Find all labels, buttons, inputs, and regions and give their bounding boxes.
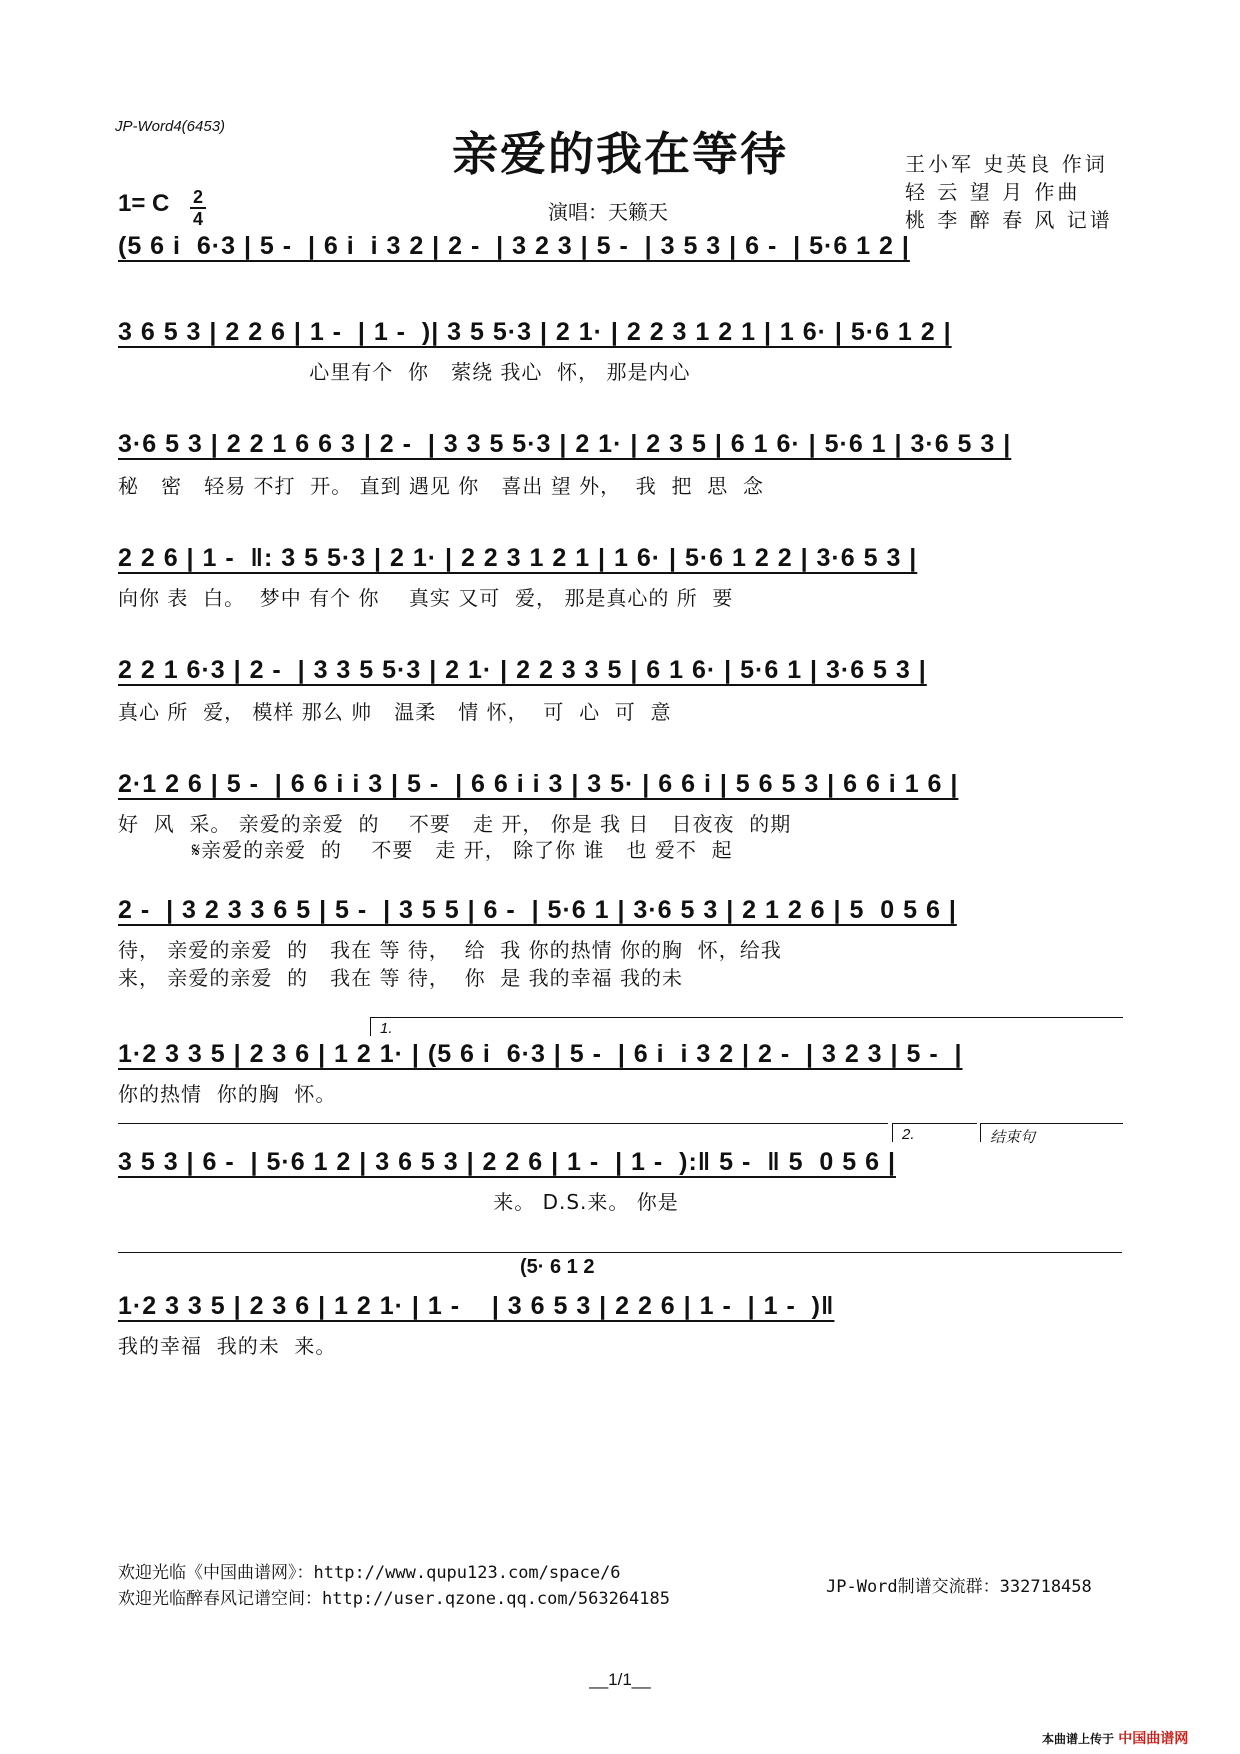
lyric-row-3: 秘 密 轻易 不打 开。 直到 遇见 你 喜出 望 外， 我 把 思 念 bbox=[118, 474, 764, 498]
lyric-row-7a: 待， 亲爱的亲爱 的 我在 等 待， 给 我 你的热情 你的胸 怀，给我 bbox=[118, 938, 782, 962]
lyric-row-8: 你的热情 你的胸 怀。 bbox=[118, 1082, 337, 1106]
footer-group: JP-Word制谱交流群：332718458 bbox=[826, 1577, 1092, 1597]
lyric-row-4: 向你 表 白。 梦中 有个 你 真实 又可 爱， 那是真心的 所 要 bbox=[118, 586, 734, 610]
time-numerator: 2 bbox=[192, 187, 203, 207]
lyric-row-6b: 𝄋亲爱的亲爱 的 不要 走 开， 除了你 谁 也 爱不 起 bbox=[118, 838, 733, 862]
upload-prefix: 本曲谱上传于 bbox=[1042, 1732, 1115, 1746]
lyric-row-9: 来。 D.S.来。 你是 bbox=[118, 1190, 679, 1214]
score-row-5: 2 2 1 6·3 | 2 - | 3 3 5 5·3 | 2 1· | 2 2 3 3 5 | 6 1 6· | 5·6 1 | 3·6 5 3 | bbox=[118, 656, 927, 684]
footer-link-qzone[interactable]: 欢迎光临醉春风记谱空间：http://user.qzone.qq.com/563264185 bbox=[118, 1589, 670, 1609]
score-row-9: 3 5 3 | 6 - | 5·6 1 2 | 3 6 5 3 | 2 2 6 | 1 - | 1 - ):‖ 5 - ‖ 5 0 5 6 | bbox=[118, 1148, 896, 1176]
score-row-1: (5 6 i 6·3 | 5 - | 6 i i 3 2 | 2 - | 3 2 3 | 5 - | 3 5 3 | 6 - | 5·6 1 2 | bbox=[118, 232, 910, 260]
first-ending-bracket bbox=[370, 1017, 1123, 1036]
lyric-row-7b: 来， 亲爱的亲爱 的 我在 等 待， 你 是 我的幸福 我的未 bbox=[118, 966, 684, 990]
score-row-3: 3·6 5 3 | 2 2 1 6 6 3 | 2 - | 3 3 5 5·3 | 2 1· | 2 3 5 | 6 1 6· | 5·6 1 | 3·6 5 3 | bbox=[118, 430, 1012, 458]
footer-link-qupu[interactable]: 欢迎光临《中国曲谱网》：http://www.qupu123.com/space/6 bbox=[118, 1563, 621, 1583]
score-row-4: 2 2 6 | 1 - ‖: 3 5 5·3 | 2 1· | 2 2 3 1 2 1 | 1 6· | 5·6 1 2 2 | 3·6 5 3 | bbox=[118, 544, 918, 572]
lyric-row-6a: 好 风 采。 亲爱的亲爱 的 不要 走 开， 你是 我 日 日夜夜 的期 bbox=[118, 812, 792, 836]
page-title: 亲爱的我在等待 bbox=[452, 127, 788, 181]
coda-continuation bbox=[118, 1252, 1122, 1253]
page-number: __1/1__ bbox=[589, 1670, 651, 1689]
score-row-10: 1·2 3 3 5 | 2 3 6 | 1 2 1· | 1 - | 3 6 5 3 | 2 2 6 | 1 - | 1 - )‖ bbox=[118, 1292, 835, 1320]
score-row-2: 3 6 5 3 | 2 2 6 | 1 - | 1 - )| 3 5 5·3 | 2 1· | 2 2 3 1 2 1 | 1 6· | 5·6 1 2 | bbox=[118, 318, 952, 346]
first-ending-label: 1. bbox=[380, 1020, 393, 1037]
credit-composer: 轻 云 望 月 作曲 bbox=[905, 180, 1081, 204]
upload-credit bbox=[1042, 1728, 1188, 1748]
credits bbox=[905, 150, 1113, 234]
lyric-row-10: 我的幸福 我的未 来。 bbox=[118, 1334, 337, 1358]
second-ending-label: 2. bbox=[902, 1126, 915, 1143]
first-ending-continuation bbox=[118, 1123, 888, 1124]
score-row-8: 1·2 3 3 5 | 2 3 6 | 1 2 1· | (5 6 i 6·3 | 5 - | 6 i i 3 2 | 2 - | 3 2 3 | 5 - | bbox=[118, 1040, 963, 1068]
lyric-row-2: 心里有个 你 萦绕 我心 怀， 那是内心 bbox=[118, 360, 691, 384]
score-row-7: 2 - | 3 2 3 3 6 5 | 5 - | 3 5 5 | 6 - | 5·6 1 | 3·6 5 3 | 2 1 2 6 | 5 0 5 6 | bbox=[118, 896, 957, 924]
key-signature: 1= C bbox=[118, 190, 170, 217]
singer: 演唱：天籁天 bbox=[548, 200, 668, 224]
credit-lyricist: 王小军 史英良 作词 bbox=[905, 152, 1108, 176]
site-logo: 中国曲谱网 bbox=[1118, 1731, 1189, 1747]
coda-label: 结束句 bbox=[990, 1129, 1036, 1146]
time-signature bbox=[190, 188, 206, 228]
credit-transcriber: 桃 李 醉 春 风 记谱 bbox=[905, 208, 1113, 232]
app-tag: JP-Word4(6453) bbox=[115, 118, 226, 135]
footer-links bbox=[118, 1560, 670, 1612]
time-denominator: 4 bbox=[192, 209, 203, 229]
lyric-row-5: 真心 所 爱， 模样 那么 帅 温柔 情 怀， 可 心 可 意 bbox=[118, 700, 672, 724]
score-row-6: 2·1 2 6 | 5 - | 6 6 i i 3 | 5 - | 6 6 i i 3 | 3 5· | 6 6 i | 5 6 5 3 | 6 6 i 1 6 | bbox=[118, 770, 959, 798]
ossia-notes: (5· 6 1 2 bbox=[520, 1256, 595, 1278]
